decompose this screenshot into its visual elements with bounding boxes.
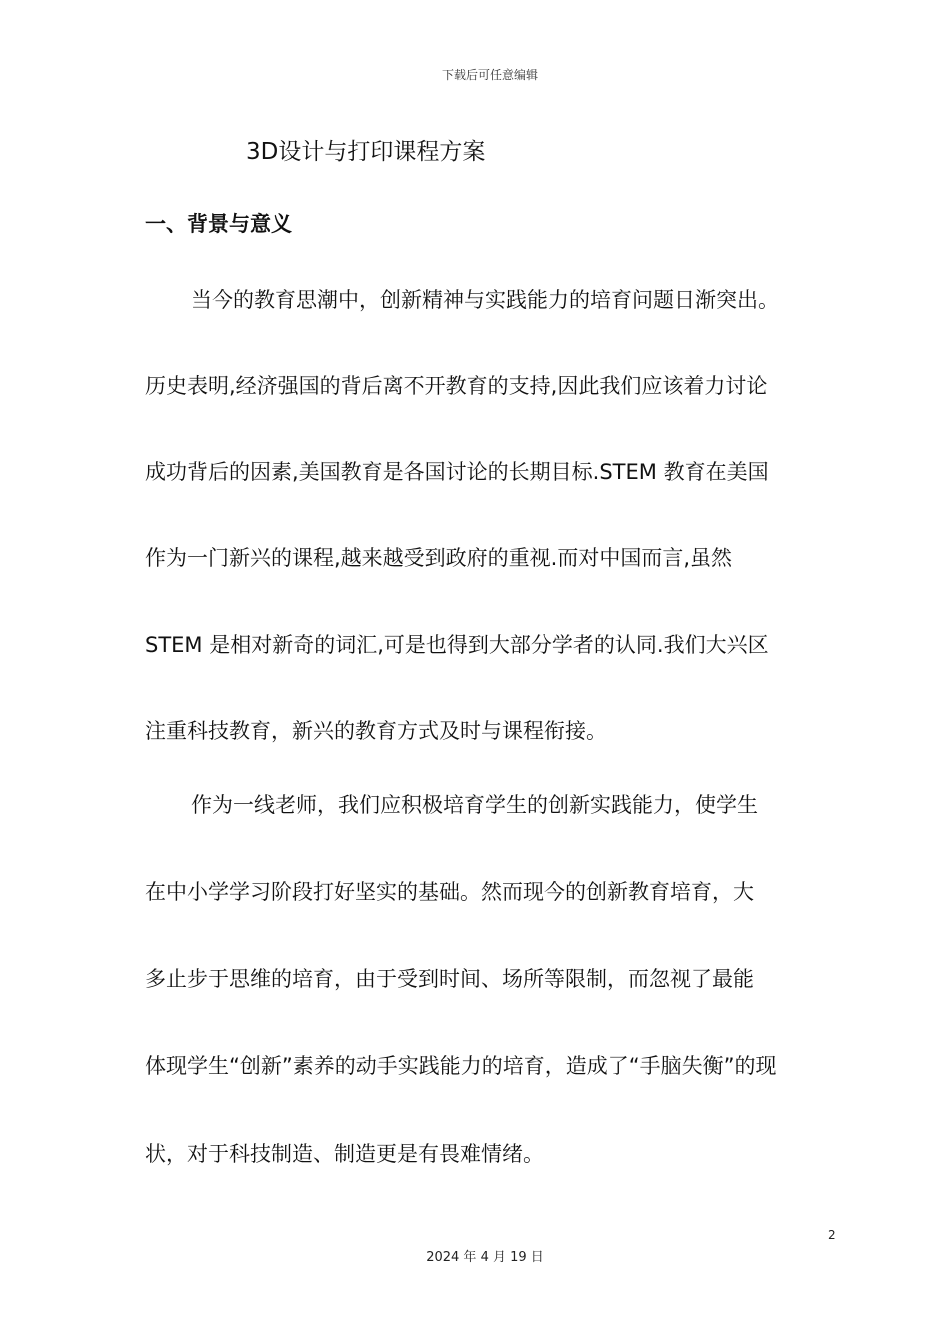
paragraph-line: 在中小学学习阶段打好坚实的基础。然而现今的创新教育培育，大 <box>145 880 754 904</box>
paragraph-line: 注重科技教育，新兴的教育方式及时与课程衔接。 <box>145 719 607 743</box>
page-number: 2 <box>828 1228 836 1242</box>
paragraph-line: 历史表明,经济强国的背后离不开教育的支持,因此我们应该着力讨论 <box>145 374 768 398</box>
document-title: 3D设计与打印课程方案 <box>246 139 486 165</box>
footer-date: 2024 年 4 月 19 日 <box>426 1250 544 1265</box>
paragraph-line: 多止步于思维的培育，由于受到时间、场所等限制，而忽视了最能 <box>145 967 754 991</box>
header-note: 下载后可任意编辑 <box>441 68 538 82</box>
paragraph-line: 当今的教育思潮中，创新精神与实践能力的培育问题日渐突出。 <box>191 288 779 312</box>
paragraph-line: 成功背后的因素,美国教育是各国讨论的长期目标.STEM 教育在美国 <box>145 460 769 484</box>
paragraph-line: 作为一线老师，我们应积极培育学生的创新实践能力，使学生 <box>191 793 758 817</box>
section-heading: 一、背景与意义 <box>145 212 292 236</box>
paragraph-line: 状，对于科技制造、制造更是有畏难情绪。 <box>145 1142 544 1166</box>
paragraph-line: 作为一门新兴的课程,越来越受到政府的重视.而对中国而言,虽然 <box>145 546 733 570</box>
paragraph-line: 体现学生“创新”素养的动手实践能力的培育，造成了“手脑失衡”的现 <box>145 1054 777 1078</box>
paragraph-line: STEM 是相对新奇的词汇,可是也得到大部分学者的认同.我们大兴区 <box>145 633 769 657</box>
